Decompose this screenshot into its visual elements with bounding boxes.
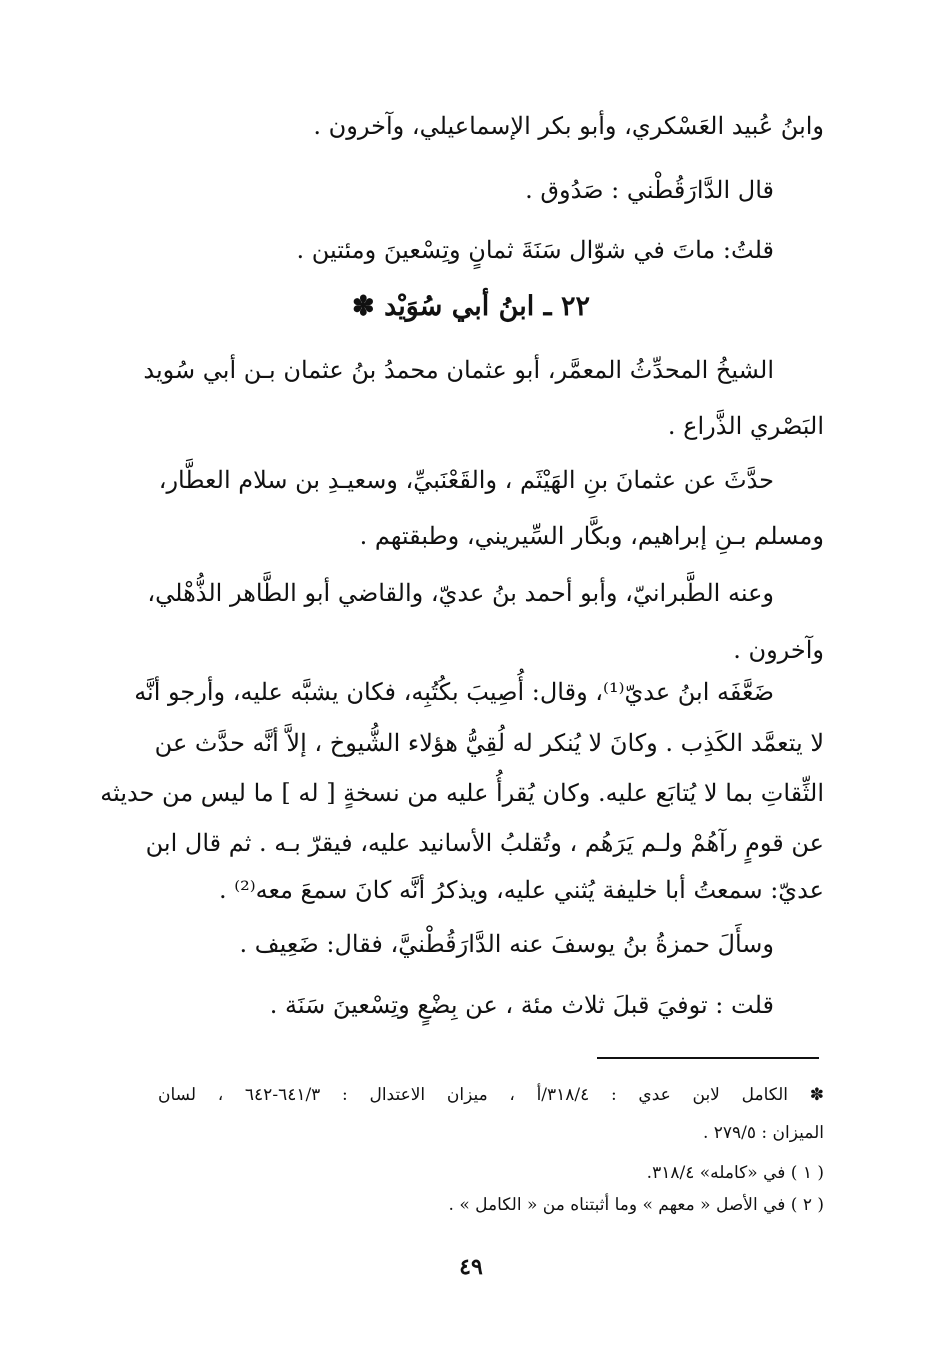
footnote-2: ( ٢ ) في الأصل « معهم » وما أثبتناه من « الكامل » . bbox=[448, 1195, 824, 1215]
footnote-separator bbox=[597, 1057, 819, 1059]
body-line-7: ومسلم بـنِ إبراهيم، وبكَّار السِّيريني، وطبقتهم . bbox=[359, 522, 824, 550]
footnote-source-line-1: ✽ الكامل لابن عدي : ٣١٨/٤/أ ، ميزان الاعتدال : ٦٤١/٣-٦٤٢ ، لسان bbox=[158, 1085, 824, 1105]
page-number: ٤٩ bbox=[459, 1254, 483, 1280]
body-line-3: قلتُ: ماتَ في شوّال سَنَةَ ثمانٍ وتِسْعينَ ومئتين . bbox=[296, 236, 774, 264]
body-line-1: وابنُ عُبيد العَسْكري، وأبو بكر الإسماعيلي، وآخرون . bbox=[313, 112, 824, 140]
body-line-12: الثِّقاتِ بما لا يُتابَع عليه. وكان يُقرأُ عليه من نسخةٍ [ له ] ما ليس من حديثه bbox=[100, 779, 824, 807]
body-line-14: عديّ: سمعتُ أبا خليفة يُثني عليه، ويذكرُ أنَّه كانَ سمعَ معه⁽²⁾ . bbox=[218, 876, 824, 904]
body-line-2: قال الدَّارَقُطْني : صَدُوق . bbox=[525, 176, 774, 204]
body-line-4: الشيخُ المحدِّثُ المعمَّر، أبو عثمان محمدُ بنُ عثمان بـن أبي سُويد bbox=[143, 356, 774, 384]
body-line-5: البَصْري الذَّراع . bbox=[667, 412, 824, 440]
entry-heading: ٢٢ ـ ابنُ أبي سُوَيْد ✽ bbox=[352, 291, 590, 322]
footnote-source-line-2: الميزان : ٢٧٩/٥ . bbox=[702, 1123, 824, 1143]
body-line-16: قلت : توفيَ قبلَ ثلاث مئة ، عن بِضْعٍ وتِسْعينَ سَنَة . bbox=[269, 991, 774, 1019]
body-line-11: لا يتعمَّد الكَذِب . وكانَ لا يُنكر له لُقِيُّ هؤلاء الشُّيوخ ، إلاَّ أنَّه حدَّث عن bbox=[154, 729, 824, 757]
body-line-9: وآخرون . bbox=[733, 636, 824, 664]
body-line-13: عن قومٍ رآهُمْ ولـم يَرَهُم ، وتُقلبُ الأسانيد عليه، فيقرّ بـه . ثم قال ابن bbox=[145, 829, 824, 857]
body-line-15: وسأَلَ حمزةُ بنُ يوسفَ عنه الدَّارَقُطْنيَّ، فقال: ضَعِيف . bbox=[239, 930, 774, 958]
body-line-6: حدَّثَ عن عثمانَ بنِ الهَيْثَم ، والقَعْنَبيِّ، وسعيـدِ بن سلام العطَّار، bbox=[158, 466, 774, 494]
body-line-10: ضَعَّفَه ابنُ عديّ⁽¹⁾، وقال: أُصِيبَ بكُتُبِه، فكان يشبَّه عليه، وأرجو أنَّه bbox=[134, 678, 774, 706]
body-line-8: وعنه الطَّبرانيّ، وأبو أحمد بنُ عديّ، والقاضي أبو الطَّاهر الذُّهْلي، bbox=[147, 579, 774, 607]
footnote-1: ( ١ ) في «كامله» ٣١٨/٤. bbox=[646, 1163, 824, 1183]
